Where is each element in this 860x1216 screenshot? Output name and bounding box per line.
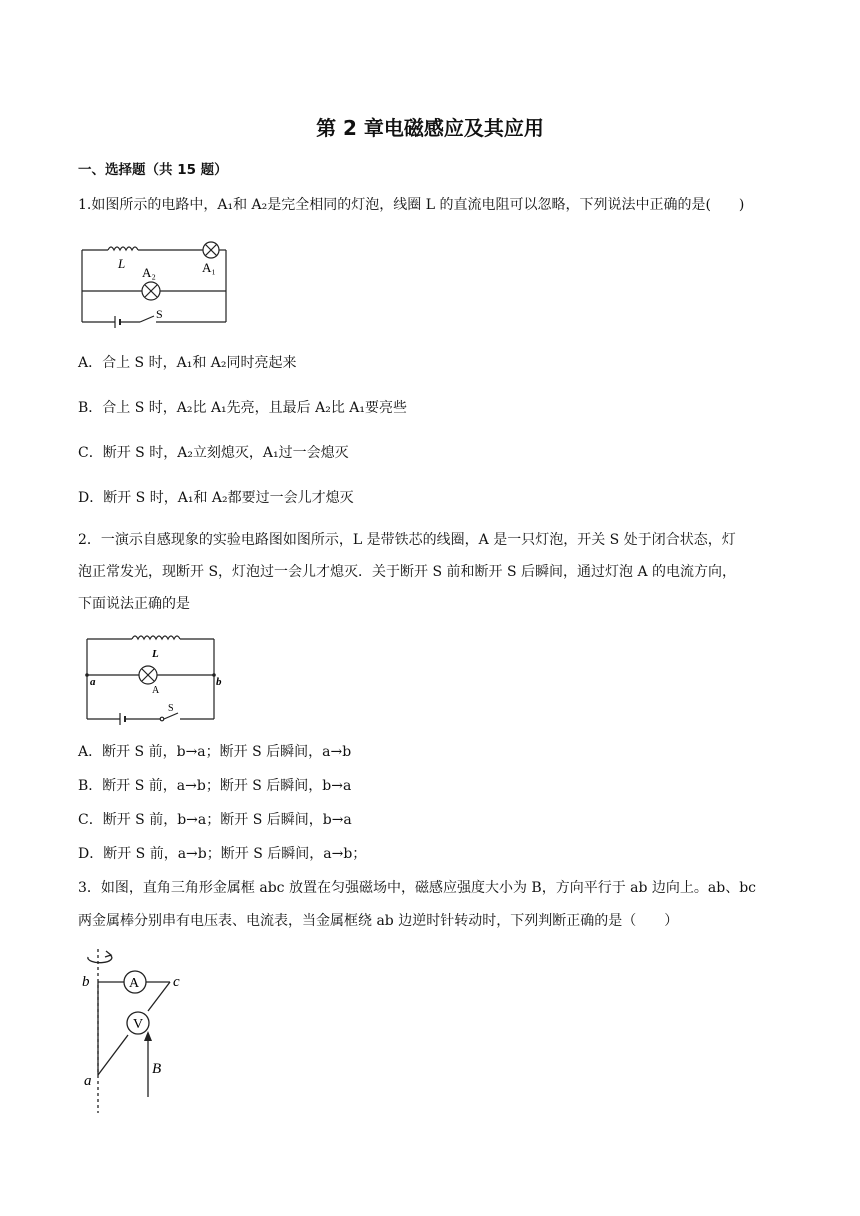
q2-circuit-figure <box>82 627 222 725</box>
q3-stem-line-1: 3．如图，直角三角形金属框 abc 放置在匀强磁场中，磁感应强度大小为 B，方向平行于 ab 边向上。ab、bc <box>78 880 757 896</box>
q1-option-c: C．断开 S 时，A₂立刻熄灭，A₁过一会熄灭 <box>78 445 349 461</box>
q3-label-c: c <box>173 974 180 990</box>
q1-option-d: D．断开 S 时，A₁和 A₂都要过一会儿才熄灭 <box>78 490 354 506</box>
section-heading: 一、选择题（共 15 题） <box>78 162 228 178</box>
q1-circuit-figure <box>78 236 238 330</box>
q2-stem-line-1: 2．一演示自感现象的实验电路图如图所示，L 是带铁芯的线圈，A 是一只灯泡，开关 S 处于闭合状态，灯 <box>78 532 736 548</box>
q1-option-a: A．合上 S 时，A₁和 A₂同时亮起来 <box>78 355 297 371</box>
q3-label-ammeter: A <box>129 976 140 991</box>
q2-label-lamp: A <box>152 685 160 696</box>
q1-label-lamp2: A₂ <box>142 265 156 280</box>
q3-label-b: b <box>82 974 90 990</box>
q3-label-voltmeter: V <box>133 1017 144 1032</box>
q2-stem-line-2: 泡正常发光，现断开 S，灯泡过一会儿才熄灭．关于断开 S 前和断开 S 后瞬间，通过灯泡 A 的电流方向， <box>78 564 737 580</box>
q3-label-field: B <box>152 1061 162 1077</box>
q2-option-a: A．断开 S 前，b→a；断开 S 后瞬间，a→b <box>78 744 352 760</box>
q1-label-switch: S <box>156 307 163 321</box>
question-1-stem: 1.如图所示的电路中，A₁和 A₂是完全相同的灯泡，线圈 L 的直流电阻可以忽略，下列说法中正确的是( ) <box>78 197 745 213</box>
q1-label-coil: L <box>118 256 126 271</box>
q2-option-d: D．断开 S 前，a→b；断开 S 后瞬间，a→b； <box>78 846 367 862</box>
q2-label-a: a <box>90 676 96 688</box>
q2-label-coil: L <box>152 648 159 660</box>
q1-label-lamp1: A₁ <box>202 260 216 275</box>
q3-stem-line-2: 两金属棒分别串有电压表、电流表，当金属框绕 ab 边逆时针转动时，下列判断正确的是（ ） <box>78 913 679 929</box>
q2-option-c: C．断开 S 前，b→a；断开 S 后瞬间，b→a <box>78 812 352 828</box>
q1-option-b: B．合上 S 时，A₂比 A₁先亮，且最后 A₂比 A₁要亮些 <box>78 400 408 416</box>
q2-option-b: B．断开 S 前，a→b；断开 S 后瞬间，b→a <box>78 778 352 794</box>
q2-label-switch: S <box>168 703 174 714</box>
page-title: 第 2 章电磁感应及其应用 <box>316 116 544 140</box>
q2-label-b: b <box>216 676 222 688</box>
q2-stem-line-3: 下面说法正确的是 <box>78 596 190 612</box>
q3-triangle-frame-figure <box>78 945 208 1115</box>
q3-label-a: a <box>84 1073 92 1089</box>
